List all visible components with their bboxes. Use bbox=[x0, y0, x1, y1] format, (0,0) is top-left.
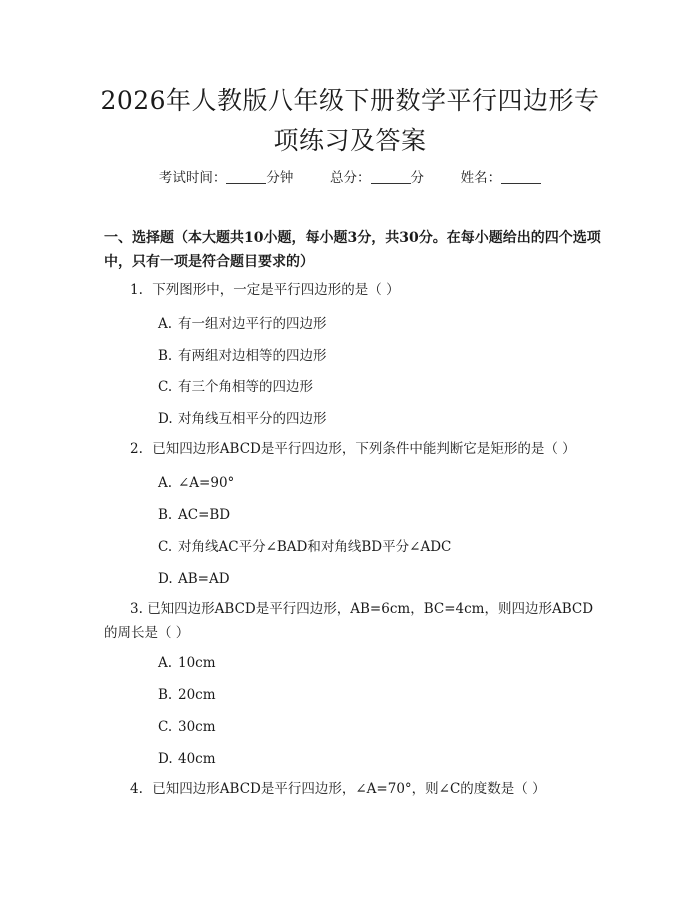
question-4 bbox=[104, 777, 599, 801]
option-text: 有两组对边相等的四边形 bbox=[178, 348, 327, 364]
total-score-unit: 分 bbox=[410, 170, 424, 186]
option-1d bbox=[158, 409, 327, 429]
question-2 bbox=[104, 437, 599, 461]
option-text: 40cm bbox=[178, 751, 216, 767]
option-1a bbox=[158, 314, 327, 334]
option-letter: A. bbox=[158, 475, 173, 491]
option-text: AB=AD bbox=[178, 571, 230, 587]
option-2c bbox=[158, 537, 451, 557]
option-text: ∠A=90° bbox=[178, 475, 235, 491]
option-text: 有三个角相等的四边形 bbox=[178, 379, 313, 395]
document-title-line2: 项练习及答案 bbox=[273, 126, 427, 155]
student-name-blank bbox=[501, 169, 541, 184]
exam-info bbox=[0, 168, 700, 188]
option-2b bbox=[158, 505, 230, 525]
option-text: AC=BD bbox=[178, 507, 231, 523]
document-title-line1: 2026年人教版八年级下册数学平行四边形专 bbox=[100, 86, 600, 115]
exam-time-unit: 分钟 bbox=[266, 170, 294, 186]
option-letter: C. bbox=[158, 719, 173, 735]
option-3a bbox=[158, 653, 216, 673]
option-1c bbox=[158, 377, 313, 397]
exam-time-field bbox=[159, 168, 294, 188]
question-number: 3. bbox=[130, 601, 143, 617]
option-letter: B. bbox=[158, 348, 173, 364]
option-3b bbox=[158, 685, 216, 705]
option-letter: B. bbox=[158, 507, 173, 523]
exam-time-label: 考试时间： bbox=[158, 170, 227, 186]
total-score-label: 总分： bbox=[330, 170, 371, 186]
option-letter: C. bbox=[158, 379, 173, 395]
total-score-blank bbox=[371, 169, 411, 184]
total-score-field bbox=[330, 168, 424, 188]
question-1 bbox=[104, 278, 599, 302]
option-2a bbox=[158, 473, 234, 493]
option-text: 30cm bbox=[178, 719, 216, 735]
option-2d bbox=[158, 569, 230, 589]
question-number: 4. bbox=[130, 781, 143, 797]
student-name-label: 姓名： bbox=[460, 170, 502, 186]
option-1b bbox=[158, 346, 327, 366]
option-letter: D. bbox=[158, 411, 173, 427]
option-text: 对角线互相平分的四边形 bbox=[178, 411, 327, 427]
option-letter: D. bbox=[158, 571, 173, 587]
option-3c bbox=[158, 717, 216, 737]
question-text: 已知四边形ABCD是平行四边形，∠A=70°，则∠C的度数是（ ） bbox=[152, 781, 546, 797]
question-number: 2. bbox=[130, 441, 143, 457]
question-text: 已知四边形ABCD是平行四边形，AB=6cm，BC=4cm，则四边形ABCD的周长是（ ） bbox=[104, 601, 594, 641]
question-text: 已知四边形ABCD是平行四边形，下列条件中能判断它是矩形的是（ ） bbox=[152, 441, 576, 457]
section-heading: 一、选择题（本大题共10小题，每小题3分，共30分。在每小题给出的四个选项中，只有一项是符合题目要求的） bbox=[104, 230, 601, 270]
option-text: 对角线AC平分∠BAD和对角线BD平分∠ADC bbox=[178, 539, 452, 555]
option-letter: D. bbox=[158, 751, 173, 767]
question-text: 下列图形中，一定是平行四边形的是（ ） bbox=[152, 282, 400, 298]
question-number: 1. bbox=[130, 282, 143, 298]
option-text: 有一组对边平行的四边形 bbox=[178, 316, 327, 332]
option-text: 20cm bbox=[178, 687, 216, 703]
option-letter: B. bbox=[158, 687, 173, 703]
option-3d bbox=[158, 749, 216, 769]
option-letter: A. bbox=[158, 316, 173, 332]
option-letter: C. bbox=[158, 539, 173, 555]
option-letter: A. bbox=[158, 655, 173, 671]
exam-time-blank bbox=[226, 169, 266, 184]
student-name-field bbox=[461, 168, 542, 188]
question-3 bbox=[104, 597, 599, 645]
option-text: 10cm bbox=[178, 655, 216, 671]
